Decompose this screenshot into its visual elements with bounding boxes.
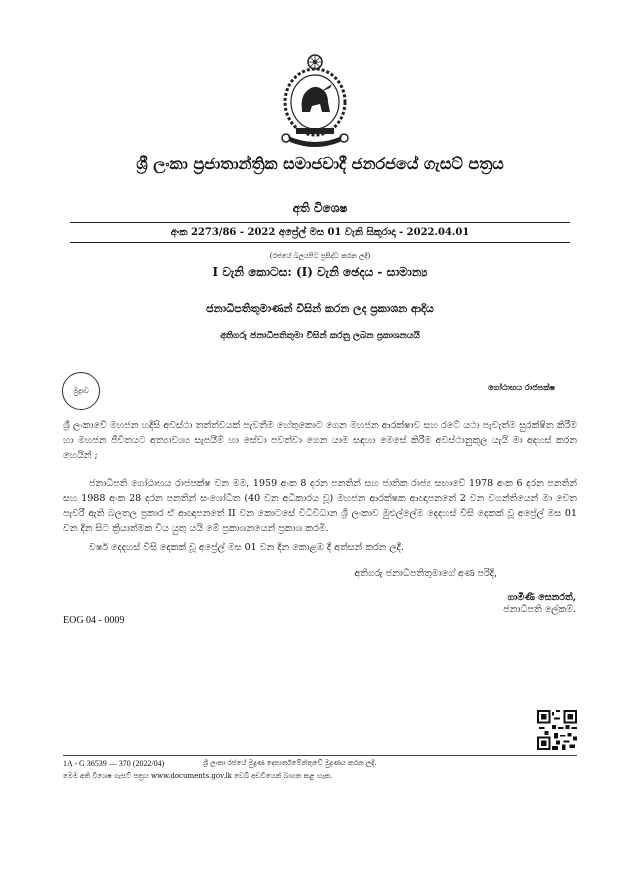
body-paragraph-3: වර්ෂ දෙදහස් විසි දෙකක් වූ අප්‍රේල් මස 01 වන දින කොළඹ දී අත්සන් කරන ලදී. — [89, 542, 404, 553]
section-subheading: අතිගරු ජනාධිපතිතුමා විසින් කරනු ලබන ප්‍රකාශනයයි — [220, 331, 420, 341]
footer-printer-note: ශ්‍රී ලංකා රජයේ මුද්‍රණ දෙපාර්තමේන්තුවේ මුද්‍රණය කරන ලදී. — [203, 759, 377, 767]
registration-note: (රජයේ බලයපිට ප්‍රසිද්ධ කරන ලදී) — [269, 252, 371, 260]
signature-name: ගාමිණී සෙනරත්, — [507, 592, 576, 603]
seal-label: මුද්‍රාව — [73, 386, 89, 395]
section-heading: ජනාධිපතිතුමාණන් විසින් කරන ලද ප්‍රකාශන ආදිය — [206, 302, 434, 315]
signer-name-top: ගෝඨාභය රාජපක්ෂ — [488, 382, 555, 392]
footer-web-note: මෙම අති විශෙෂ ගැසට් පත්‍රය www.documents.gov.lk වෙබ් අඩවියෙන් බාගත කළ හැක. — [63, 772, 333, 780]
footer-code: 1A - G 36539 — 370 (2022/04) — [63, 759, 165, 768]
divider — [70, 222, 570, 223]
signature-title: ජනාධිපති ලේකම්. — [503, 604, 576, 615]
seal-stamp — [62, 372, 100, 410]
divider — [70, 242, 570, 243]
body-paragraph-1: ශ්‍රී ලංකාවේ මහජන හදිසි අවස්ථා තත්ත්වයක් පැවතීම හේතුකොට ගෙන මහජන ආරක්ෂාව සහ රටේ යථා පැවැත්ම සුරක්ෂිත කිරීම හා මහජන ජීවිතයට අත්‍යාවශ්‍ය සැපයීම් හා සේවා පවත්වා ගෙන යාම සඳහා මෙසේ කිරීම අවස්ථානුකූල යැයි මා අදහස් කරන හෙයින් ; — [63, 420, 577, 461]
issue-line: අංක 2273/86 - 2022 අප්‍රේල් මස 01 වැනි සිකුරාදා - 2022.04.01 — [170, 227, 470, 238]
footer-divider — [63, 755, 577, 756]
part-title: I වැනි කොටස: (I) වැනි ඡෙදය - සාමාන්‍ය — [212, 265, 428, 279]
body-paragraph-2: ජනාධිපති ගෝඨාභය රාජපක්ෂ වන මම, 1959 අංක 8 දරන පනතින් සහ ජාතික රාජ්‍ය සභාවේ 1978 අංක 6 දරන පනතින් සහ 1988 අංක 28 දරන පනතින් සංශෝධිත (40 වන අධිකාරය වූ) මහජන ආරක්ෂක ආඥාපනතේ 2 වන වගන්තියෙන් මා වෙත පැවරී ඇති බලතල ප්‍රකාර ඒ ආඥාපනතේ II වන කොටසේ විධිවිධාන ශ්‍රී ලංකාව මුළුල්ලේම දෙදහස් විසි දෙකක් වූ අප්‍රේල් මස 01 වන දින සිට ක්‍රියාත්මක විය යුතු යයි මේ ප්‍රකාශනයෙන් ප්‍රකාශ කරමි. — [63, 478, 577, 534]
gazette-subtitle: අති විශෙෂ — [292, 201, 348, 215]
order-line: අතිගරු ජනාධිපතිතුමාගේ අණ පරිදි, — [354, 568, 497, 579]
qr-code-icon — [537, 710, 577, 750]
gazette-title: ශ්‍රී ලංකා ප්‍රජාතාන්ත්‍රික සමාජවාදී ජනරජයේ ගැසට් පත්‍රය — [136, 154, 504, 173]
reference-code: EOG 04 - 0009 — [63, 615, 125, 626]
national-emblem-icon — [274, 52, 356, 152]
